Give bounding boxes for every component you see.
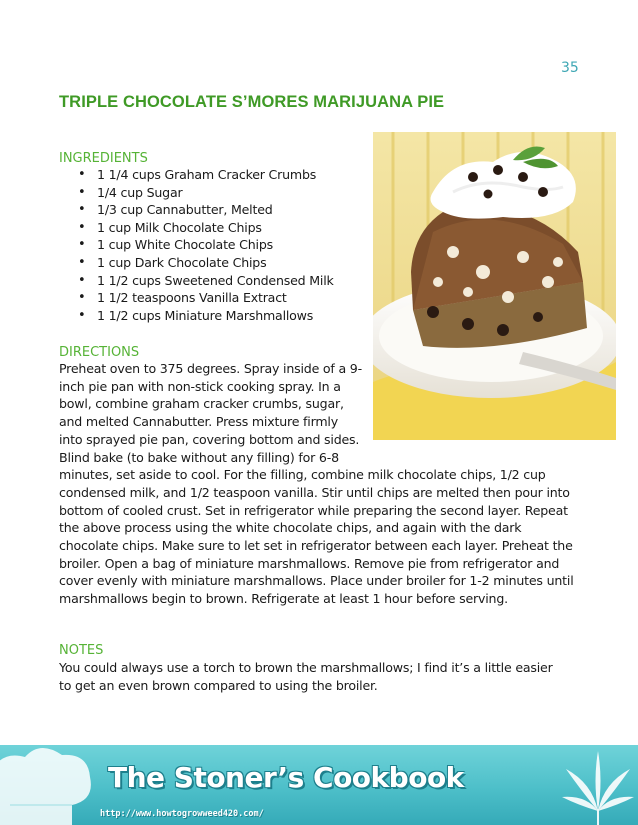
notes-text: You could always use a torch to brown the marshmallows; I find it’s a little easier to get an even brown compared to using the broiler.: [59, 660, 553, 693]
page-number: 35: [561, 60, 579, 76]
list-item: • 1 cup White Chocolate Chips: [59, 236, 334, 254]
footer-banner: [0, 745, 638, 825]
website-url: http://www.howtogrowweed420.com/: [100, 809, 264, 819]
list-item: • 1 1/4 cups Graham Cracker Crumbs: [59, 166, 334, 184]
list-item: • 1 cup Milk Chocolate Chips: [59, 219, 334, 237]
ingredients-heading: INGREDIENTS: [59, 151, 148, 166]
recipe-title: TRIPLE CHOCOLATE S’MORES MARIJUANA PIE: [59, 93, 445, 111]
list-item: • 1 1/2 cups Miniature Marshmallows: [59, 307, 334, 325]
list-item: • 1 1/2 teaspoons Vanilla Extract: [59, 289, 334, 307]
list-item: • 1 1/2 cups Sweetened Condensed Milk: [59, 272, 334, 290]
list-item: • 1/4 cup Sugar: [59, 184, 334, 202]
directions-text: Preheat oven to 375 degrees. Spray inside of a 9-inch pie pan with non-stick cooking spray. In a bowl, combine graham cracker crumbs, sugar, and melted Cannabutter. Press mixture firmly into sprayed pie pan, covering bottom and sides. Blind bake (to bake without any filling) for 6-8 minutes, set aside to cool. For the filling, combine milk chocolate chips, 1/2 cup condensed milk, and 1/2 teaspoon vanilla. Stir until chips are melted then pour into bottom of cooled crust. Set in refrigerator while preparing the second layer. Repeat the above process using the white chocolate chips, and again with the dark chocolate chips. Make sure to let set in refrigerator between each layer. Preheat the broiler. Open a bag of miniature marshmallows. Remove pie from refrigerator and cover evenly with miniature marshmallows. Place under broiler for 1-2 minutes until marshmallows begin to brown. Refrigerate at least 1 hour before serving.: [59, 361, 574, 607]
chef-hat-icon: [0, 745, 100, 825]
list-item: • 1/3 cup Cannabutter, Melted: [59, 201, 334, 219]
notes-heading: NOTES: [59, 643, 104, 658]
cannabis-leaf-icon: [562, 749, 634, 825]
ingredient-list: [59, 166, 334, 324]
directions-heading: DIRECTIONS: [59, 345, 140, 360]
list-item: • 1 cup Dark Chocolate Chips: [59, 254, 334, 272]
brand-name: The Stoner’s Cookbook: [108, 761, 464, 794]
